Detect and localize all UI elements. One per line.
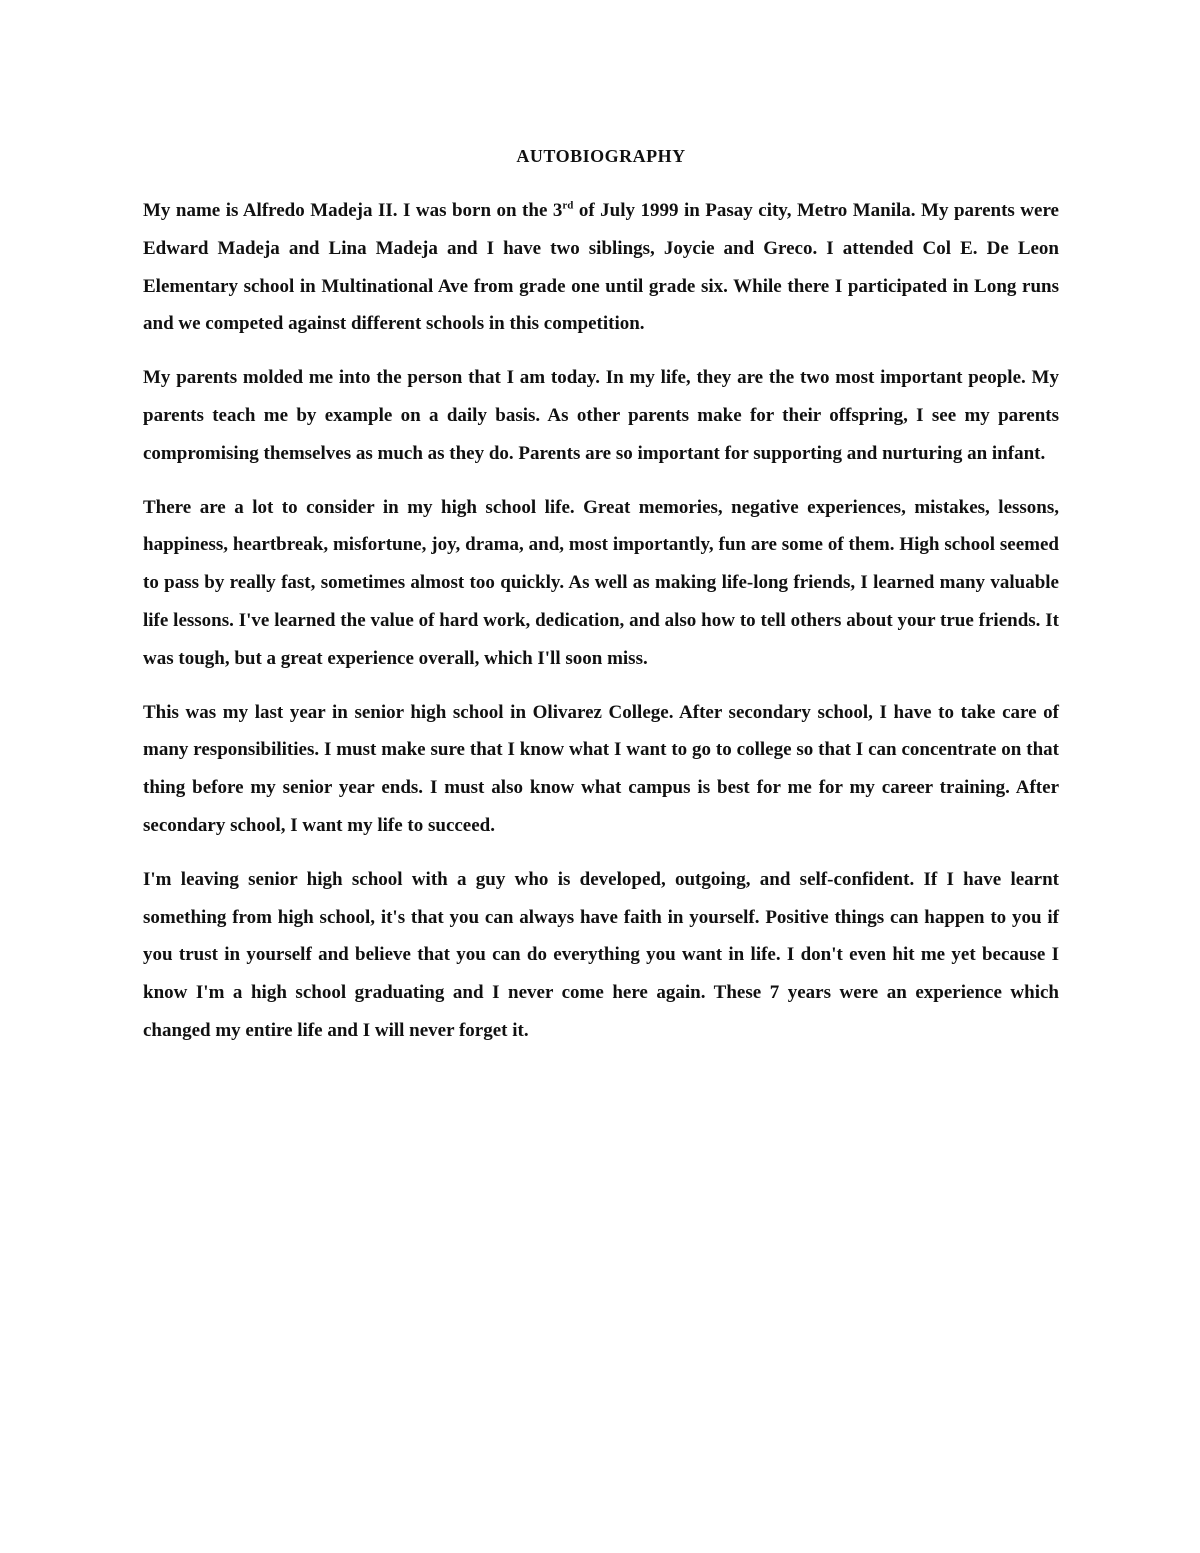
paragraph-senior-year: This was my last year in senior high school in Olivarez College. After secondary school, I have to take care of many responsibilities. I must make sure that I know what I want to go to college so that I can concentrate on that thing before my senior year ends. I must also know what campus is best for me for my career training. After secondary school, I want my life to succeed. [143,701,1059,836]
ordinal-suffix: rd [562,199,574,212]
paragraph-introduction [143,192,1059,343]
paragraph-conclusion: I'm leaving senior high school with a guy who is developed, outgoing, and self-confident. If I have learnt something from high school, it's that you can always have faith in yourself. Positive things can happen to you if you trust in yourself and believe that you can do everything you want in life. I don't even hit me yet because I know I'm a high school graduating and I never come here again. These 7 years were an experience which changed my entire life and I will never forget it. [143,868,1059,1041]
paragraph-intro-text-start: My name is Alfredo Madeja II. I was born on the 3 [143,200,563,221]
document-title: AUTOBIOGRAPHY [516,146,686,166]
document-body [143,142,1059,1066]
paragraph-intro-text-end: of July 1999 in Pasay city, Metro Manila. My parents were Edward Madeja and Lina Madeja and I have two siblings, Joycie and Greco. I attended Col E. De Leon Elementary school in Multinational Ave from grade one until grade six. While there I participated in Long runs and we competed against different schools in this competition. [143,200,1059,335]
paragraph-high-school-life: There are a lot to consider in my high school life. Great memories, negative experiences, mistakes, lessons, happiness, heartbreak, misfortune, joy, drama, and, most importantly, fun are some of them. High school seemed to pass by really fast, sometimes almost too quickly. As well as making life-long friends, I learned many valuable life lessons. I've learned the value of hard work, dedication, and also how to tell others about your true friends. It was tough, but a great experience overall, which I'll soon miss. [143,496,1059,669]
paragraph-parents: My parents molded me into the person that I am today. In my life, they are the two most important people. My parents teach me by example on a daily basis. As other parents make for their offspring, I see my parents compromising themselves as much as they do. Parents are so important for supporting and nurturing an infant. [143,367,1059,464]
